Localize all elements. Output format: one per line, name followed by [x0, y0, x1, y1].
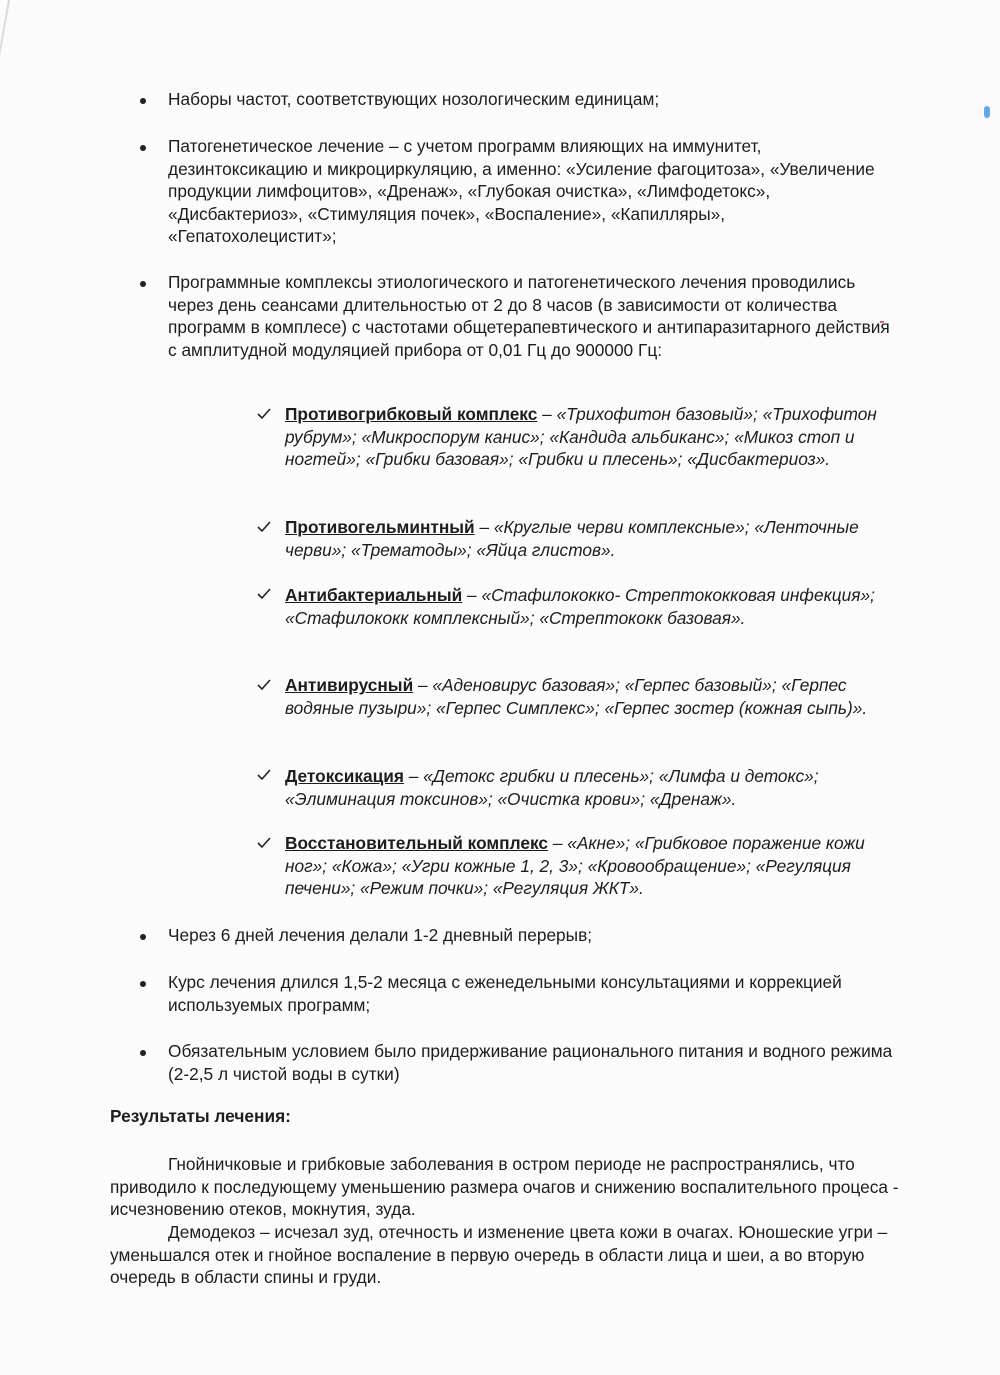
complex-title: Детоксикация	[285, 766, 404, 786]
complex-title: Противогрибковый комплекс	[285, 404, 538, 424]
checkmark-icon	[256, 677, 272, 693]
complex-programs: «Детокс грибки и плесень»; «Лимфа и детокс»; «Элиминация токсинов»; «Очистка крови»; «Дренаж».	[285, 766, 819, 809]
complex-dash: –	[548, 833, 568, 853]
complex-dash: –	[537, 404, 557, 424]
complex-dash: –	[413, 675, 433, 695]
complex-title: Антивирусный	[285, 675, 414, 695]
bullet-icon	[140, 1050, 146, 1056]
complex-dash: –	[403, 766, 424, 786]
bullet-icon	[140, 981, 146, 987]
checkmark-icon	[256, 406, 272, 422]
bullet-item: Наборы частот, соответствующих нозологическим единицам;	[168, 89, 660, 109]
complex-programs: «Трихофитон базовый»; «Трихофитон рубрум»; «Микроспорум канис»; «Кандида альбиканс»; «Микоз стоп и ногтей»; «Грибки базовая»; «Грибки и плесень»; «Дисбактериоз».	[285, 404, 877, 470]
bullet-item: Обязательным условием было придерживание рационального питания и водного режима (2-2,5 л чистой воды в сутки)	[168, 1041, 893, 1084]
ink-spot	[984, 106, 990, 118]
complex-item	[285, 584, 905, 629]
complex-programs: «Стафилококко- Стрептококковая инфекция»; «Стафилококк комплексный»; «Стрептококк базовая».	[285, 585, 875, 628]
checkmark-icon	[256, 586, 272, 602]
complex-title: Антибактериальный	[285, 585, 463, 605]
bullet-item: Через 6 дней лечения делали 1-2 дневный перерыв;	[168, 925, 593, 945]
complex-item	[285, 765, 905, 810]
bullet-icon	[140, 98, 146, 104]
paragraph-text: Гнойничковые и грибковые заболевания в остром периоде не распространялись, что приводило к последующему уменьшению размера очагов и снижению воспалительного процеса - исчезновению отеков, мокнутия, зуда.	[110, 1154, 899, 1220]
complex-dash: –	[462, 585, 482, 605]
complex-item	[285, 832, 905, 900]
complex-title: Восстановительный комплекс	[285, 833, 549, 853]
results-paragraph	[110, 1153, 900, 1221]
results-paragraph	[110, 1221, 900, 1289]
complex-programs: «Аденовирус базовая»; «Герпес базовый»; «Герпес водяные пузыри»; «Герпес Симплекс»; «Герпес зостер (кожная сыпь)».	[285, 675, 868, 718]
checkmark-icon	[256, 767, 272, 783]
checkmark-icon	[256, 519, 272, 535]
complex-item	[285, 516, 905, 561]
complex-programs: «Круглые черви комплексные»; «Ленточные черви»; «Трематоды»; «Яйца глистов».	[285, 517, 859, 560]
complex-item	[285, 674, 905, 719]
bullet-icon	[140, 934, 146, 940]
scan-artifact	[0, 0, 10, 207]
complex-dash: –	[474, 517, 494, 537]
complex-title: Противогельминтный	[285, 517, 475, 537]
complex-programs: «Акне»; «Грибковое поражение кожи ног»; «Кожа»; «Угри кожные 1, 2, 3»; «Кровообращение»; «Регуляция печени»; «Режим почки»; «Регуляция ЖКТ».	[285, 833, 865, 899]
bullet-item: Программные комплексы этиологического и патогенетического лечения проводились через день сеансами длительностью от 2 до 8 часов (в зависимости от количества программ в комплесе) с частотами общетерапевтического и антипаразитарного действия с амплитудной модуляцией прибора от 0,01 Гц до 900000 Гц:	[168, 272, 890, 360]
bullet-icon	[140, 281, 146, 287]
complex-item	[285, 403, 905, 471]
bullet-icon	[140, 145, 146, 151]
bullet-item: Патогенетическое лечение – с учетом программ влияющих на иммунитет, дезинтоксикацию и микроциркуляцию, а именно: «Усиление фагоцитоза», «Увеличение продукции лимфоцитов», «Дренаж», «Глубокая очистка», «Лимфодетокс», «Дисбактериоз», «Стимуляция почек», «Воспаление», «Капилляры», «Гепатохолецистит»;	[168, 136, 875, 247]
paragraph-text: Демодекоз – исчезал зуд, отечность и изменение цвета кожи в очагах. Юношеские угри – уменьшался отек и гнойное воспаление в первую очередь в области лица и шеи, а во вторую очередь в области спины и груди.	[110, 1222, 888, 1288]
results-heading: Результаты лечения:	[110, 1106, 291, 1126]
checkmark-icon	[256, 835, 272, 851]
bullet-item: Курс лечения длился 1,5-2 месяца с еженедельными консультациями и коррекцией используемых программ;	[168, 972, 842, 1015]
